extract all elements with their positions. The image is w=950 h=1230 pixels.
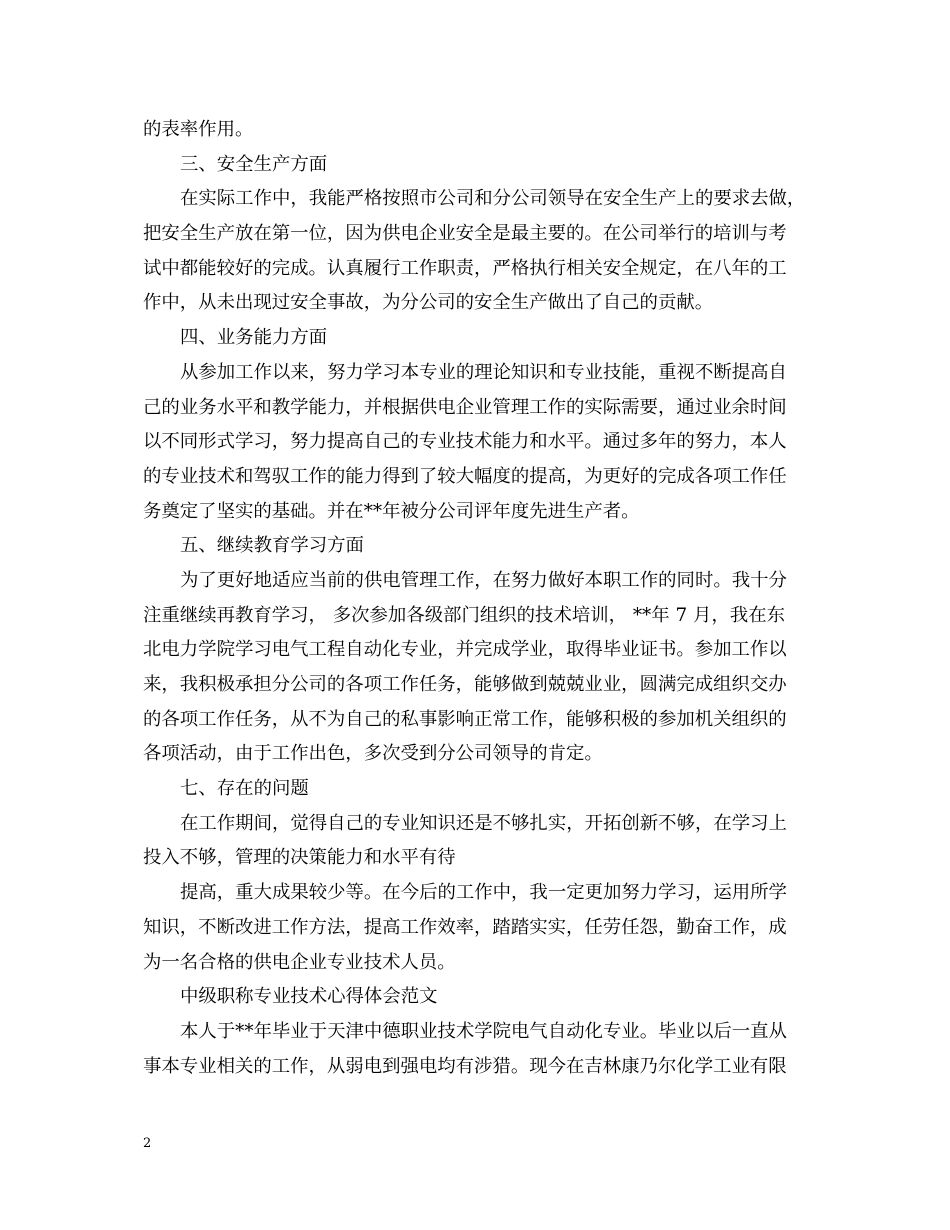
text-line: 在工作期间，觉得自己的专业知识还是不够扎实，开拓创新不够，在学习上 [180,812,787,834]
text-line: 把安全生产放在第一位，因为供电企业安全是最主要的。在公司举行的培训与考 [143,223,787,245]
text-line: 四、业务能力方面 [180,327,328,349]
text-line: 的专业技术和驾驭工作的能力得到了较大幅度的提高，为更好的完成各项工作任 [143,465,787,487]
text-line: 试中都能较好的完成。认真履行工作职责，严格执行相关安全规定，在八年的工 [143,257,787,279]
text-line: 各项活动，由于工作出色，多次受到分公司领导的肯定。 [143,743,603,765]
text-line: 提高，重大成果较少等。在今后的工作中，我一定更加努力学习，运用所学 [180,882,787,904]
text-line: 注重继续再教育学习， 多次参加各级部门组织的技术培训， **年 7 月，我在东 [143,604,785,626]
text-line: 在实际工作中，我能严格按照市公司和分公司领导在安全生产上的要求去做， [180,188,806,210]
text-line: 务奠定了坚实的基础。并在**年被分公司评年度先进生产者。 [143,500,640,522]
text-line: 以不同形式学习，努力提高自己的专业技术能力和水平。通过多年的努力，本人 [143,431,787,453]
text-line: 作中，从未出现过安全事故，为分公司的安全生产做出了自己的贡献。 [143,292,714,314]
text-line: 七、存在的问题 [180,778,309,800]
text-line: 中级职称专业技术心得体会范文 [180,986,438,1008]
text-line: 的表率作用。 [143,119,254,140]
page-number: 2 [143,1136,152,1151]
text-line: 来，我积极承担分公司的各项工作任务，能够做到兢兢业业，圆满完成组织交办 [143,674,787,695]
text-line: 五、继续教育学习方面 [180,535,364,557]
text-line: 为一名合格的供电企业专业技术人员。 [143,951,456,973]
text-line: 己的业务水平和教学能力，并根据供电企业管理工作的实际需要，通过业余时间 [143,396,787,418]
text-line: 事本专业相关的工作，从弱电到强电均有涉猎。现今在吉林康乃尔化学工业有限 [143,1055,787,1077]
text-line: 为了更好地适应当前的供电管理工作，在努力做好本职工作的同时。我十分 [180,569,787,591]
text-line: 三、安全生产方面 [180,153,328,175]
document-body [143,113,811,1084]
text-line: 北电力学院学习电气工程自动化专业，并完成学业，取得毕业证书。参加工作以 [143,639,787,661]
text-line: 的各项工作任务，从不为自己的私事影响正常工作，能够积极的参加机关组织的 [143,708,787,730]
text-line: 从参加工作以来，努力学习本专业的理论知识和专业技能，重视不断提高自 [180,361,787,383]
text-line: 投入不够，管理的决策能力和水平有待 [143,847,456,869]
text-line: 知识，不断改进工作方法，提高工作效率，踏踏实实，任劳任怨，勤奋工作，成 [143,916,787,938]
text-line: 本人于**年毕业于天津中德职业技术学院电气自动化专业。毕业以后一直从 [180,1020,787,1042]
